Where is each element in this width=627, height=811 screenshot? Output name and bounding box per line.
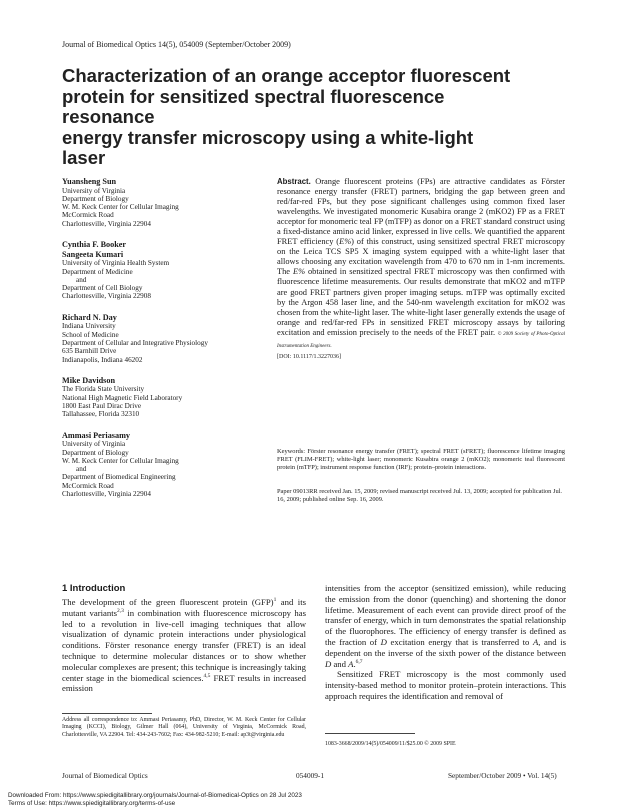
text-span: and — [331, 658, 349, 669]
issn-divider — [325, 733, 415, 734]
citation[interactable]: 4,5 — [203, 672, 211, 679]
affiliation-line: The Florida State University — [62, 385, 145, 394]
title-line: Characterization of an orange acceptor fluorescent — [62, 65, 511, 86]
author-name: Sangeeta Kumari — [62, 249, 124, 259]
affiliation-line: W. M. Keck Center for Cellular Imaging — [62, 203, 179, 212]
intro-paragraph: Sensitized FRET microscopy is the most commonly used intensity-based method to monitor protein–protein interactions. This approach requires the identification and removal of — [325, 669, 566, 701]
abstract-text: ) of this construct, using sensitized spectral FRET microscopy on the Leica TCS SP5 X imaging system equipped with a white-light laser that allows choosing any excitation wavelength from 470 to 670 nm in 1-nm increments. The — [277, 237, 565, 277]
affiliation-line: University of Virginia — [62, 440, 126, 449]
text-span: . — [353, 658, 356, 669]
affiliation-line: National High Magnetic Field Laboratory — [62, 393, 183, 402]
text-span: and its mutant variants — [62, 597, 306, 618]
text-span: excitation energy that is transferred to — [386, 636, 533, 647]
intro-paragraph — [62, 597, 306, 694]
affiliation-line: and — [76, 465, 87, 474]
author-name: Mike Davidson — [62, 375, 115, 385]
doi-link[interactable]: [DOI: 10.1117/1.3227036] — [277, 353, 342, 360]
affiliation-line: Department of Medicine — [62, 267, 133, 276]
download-notice — [8, 792, 302, 808]
donor-symbol: D — [325, 658, 332, 669]
affiliation-line: Department of Cell Biology — [62, 284, 143, 293]
journal-header: Journal of Biomedical Optics 14(5), 054009 (September/October 2009) — [62, 40, 291, 49]
author-block — [62, 240, 262, 301]
footer-journal: Journal of Biomedical Optics — [62, 771, 148, 780]
affiliation-line: Charlottesville, Virginia 22904 — [62, 219, 151, 228]
author-list — [62, 177, 262, 510]
affiliation-line: and — [76, 275, 87, 284]
affiliation-line: Indiana University — [62, 322, 116, 331]
author-block — [62, 376, 262, 419]
affiliation-line: McCormick Road — [62, 481, 114, 490]
donor-symbol: D — [380, 636, 387, 647]
citation[interactable]: 1 — [273, 597, 277, 604]
intro-column-right — [325, 583, 566, 702]
copyright-notice: © 2009 Society of Photo-Optical Instrumentation Engineers. — [277, 331, 566, 349]
title-line: protein for sensitized spectral fluorescence resonance — [62, 85, 445, 127]
abstract — [277, 177, 565, 362]
affiliation-line: Department of Biology — [62, 448, 129, 457]
footer-page-number: 054009-1 — [296, 771, 324, 780]
affiliation-line: Charlottesville, Virginia 22904 — [62, 489, 151, 498]
terms-line[interactable]: Terms of Use: https://www.spiedigitallibrary.org/terms-of-use — [8, 800, 176, 807]
footer-issue: September/October 2009 • Vol. 14(5) — [448, 771, 557, 780]
keywords: Keywords: Förster resonance energy transfer (FRET); spectral FRET (sFRET); fluorescence lifetime imaging FRET (FLIM-FRET); white-light laser; monomeric Kusabira orange 2 (mKO2); monomeric teal fluorescent protein (mTFP); instrument response function (IRF); protein–protein interactions. — [277, 448, 565, 472]
affiliation-line: University of Virginia Health System — [62, 259, 170, 268]
text-span: in combination with fluorescence microscopy has led to a revolution in live-cell imaging techniques that allow visualization of dynamic protein interactions under physiological conditions. Förster resonance energy transfer (FRET) is an ideal technique to determine molecular distances or to show whether molecular complexes are present; this technique is increasingly taking center stage in the biomedical sciences. — [62, 607, 306, 683]
title-line: energy transfer microscopy using a white-light — [62, 126, 474, 148]
title-line: laser — [62, 147, 106, 168]
affiliation-line: Tallahassee, Florida 32310 — [62, 410, 140, 419]
author-name: Richard N. Day — [62, 312, 117, 322]
citation[interactable]: 6,7 — [355, 658, 363, 665]
received-dates: Paper 09013RR received Jan. 15, 2009; revised manuscript received Jul. 13, 2009; accepted for publication Jul. 16, 2009; published online Sep. 16, 2009. — [277, 488, 563, 504]
affiliation-line: 635 Barnhill Drive — [62, 347, 117, 356]
affiliation-line: University of Virginia — [62, 186, 126, 195]
acceptor-symbol: A — [348, 658, 354, 669]
intro-column-left — [62, 597, 306, 694]
issn-line: 1083-3668/2009/14(5)/054009/11/$25.00 © 2009 SPIE — [325, 741, 456, 747]
author-block — [62, 177, 262, 228]
text-span: The development of the green fluorescent protein (GFP) — [62, 597, 274, 607]
author-name: Cynthia F. Booker — [62, 240, 127, 250]
abstract-text: Orange fluorescent proteins (FPs) are attractive candidates as Förster resonance energy transfer (FRET) partners, bridging the gap between green and red/far-red FPs, but they pose significant challenges using common fixed laser wavelengths. We investigated monomeric Kusabira orange 2 (mKO2) FP as a FRET acceptor for monomeric teal FP (mTFP) as donor on a FRET standard construct using a fixed-distance amino acid linker, expressed in live cells. We quantified the apparent FRET efficiency ( — [277, 177, 565, 247]
correspondence-footnote: Address all correspondence to: Ammasi Periasamy, PhD, Director, W. M. Keck Center for Cellular Imaging (KCCI), Biology, Gilmer Hall (064), University of Virginia, McCormick Road, Charlottesville, VA 22904. Tel: 434-243-7602; Fax: 434-982-5210; E-mail: ap3t@virginia.edu — [62, 717, 306, 738]
citation[interactable]: 2,3 — [117, 607, 124, 614]
affiliation-line: Department of Cellular and Integrative Physiology — [62, 338, 208, 347]
intro-paragraph — [325, 583, 566, 669]
text-span: intensities from the acceptor (sensitized emission), while reducing the emission from the donor (quenching) and shortening the donor lifetime. Measurement of each event can provide direct proof of the transfer of energy, which in turn demonstrates the spatial relationship of the fluorophores. The efficiency of energy transfer is defined as the fraction of — [325, 583, 566, 647]
author-block — [62, 431, 262, 499]
affiliation-line: School of Medicine — [62, 330, 119, 339]
author-name: Yuansheng Sun — [62, 177, 117, 186]
efficiency-symbol: E% — [339, 237, 352, 247]
section-heading-introduction: 1 Introduction — [62, 583, 126, 594]
text-span: , and is dependent on the inverse of the sixth power of the distance between — [325, 636, 566, 658]
author-name: Ammasi Periasamy — [62, 430, 130, 440]
abstract-text: obtained in sensitized spectral FRET microscopy was then confirmed with fluorescence lifetime measurements. Our results demonstrate that mKO2 and mTFP are good FRET partners given proper imaging setups. mTFP was optimally excited by the Argon 458 laser line, and the 540-nm wavelength excitation for mKO2 was chosen from the white-light laser. The white-light laser generally extends the usage of orange and red/far-red FPs in sensitized FRET microscopy assays by tailoring excitation and emission precisely to the needs of the FRET pair. — [277, 267, 565, 337]
affiliation-line: Charlottesville, Virginia 22908 — [62, 292, 151, 301]
affiliation-line: Indianapolis, Indiana 46202 — [62, 355, 143, 364]
abstract-label: Abstract. — [277, 177, 311, 186]
author-block — [62, 313, 262, 364]
affiliation-line: Department of Biology — [62, 194, 129, 203]
affiliation-line: 1800 East Paul Dirac Drive — [62, 402, 142, 411]
efficiency-symbol: E% — [292, 267, 306, 277]
text-span: FRET results in increased emission — [62, 672, 306, 694]
affiliation-line: McCormick Road — [62, 211, 114, 220]
affiliation-line: Department of Biomedical Engineering — [62, 473, 176, 482]
affiliation-line: W. M. Keck Center for Cellular Imaging — [62, 456, 179, 465]
footnote-divider — [62, 713, 152, 714]
acceptor-symbol: A — [532, 636, 539, 647]
download-line[interactable]: Downloaded From: https://www.spiedigitallibrary.org/journals/Journal-of-Biomedical-Optics on 28 Jul 2023 — [8, 792, 302, 799]
article-title — [62, 66, 532, 169]
